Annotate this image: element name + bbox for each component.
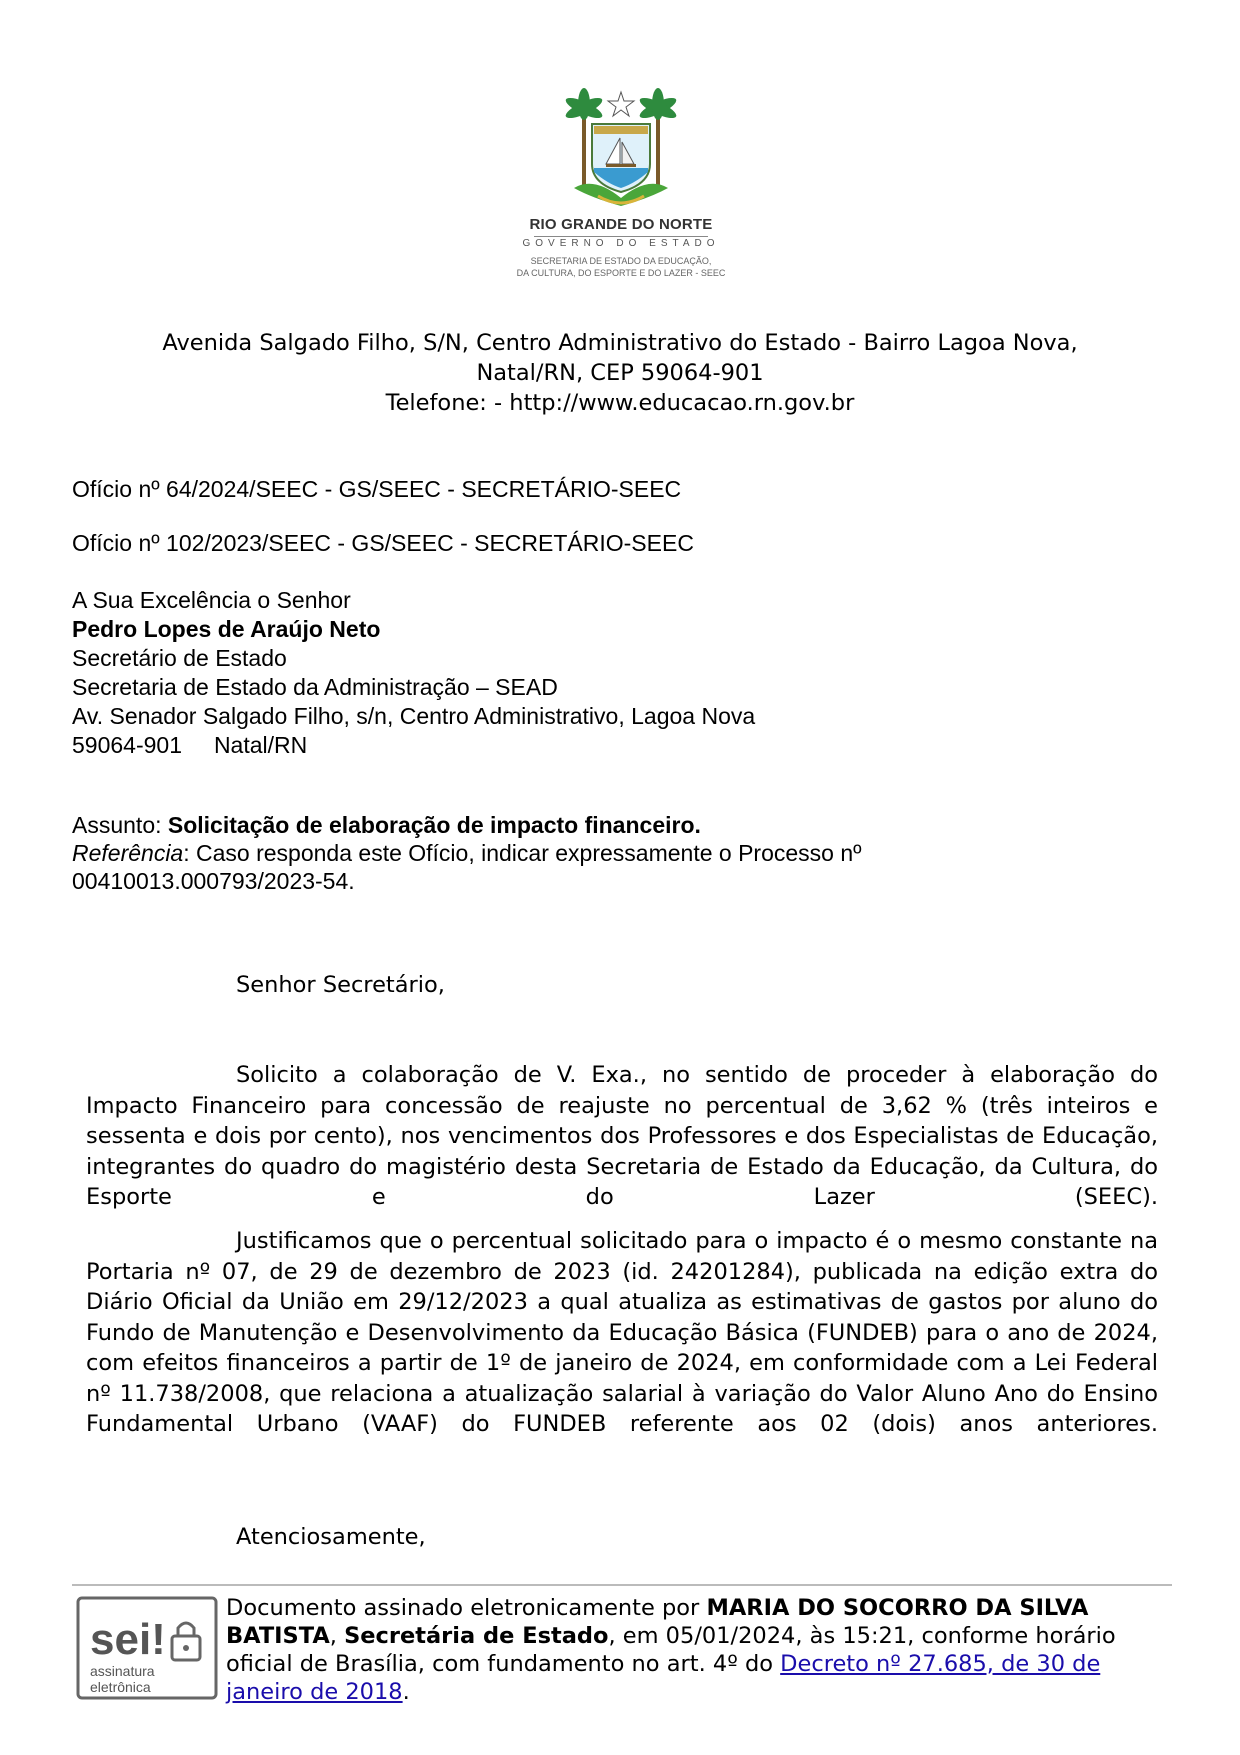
signature-middle: , em 05/01/2024, às 15:21, conforme horário oficial de Brasília, com fundamento no art. 4º do — [226, 1623, 1116, 1677]
state-name: RIO GRANDE DO NORTE — [529, 216, 713, 233]
signature-separator: , — [329, 1623, 345, 1649]
recipient-name: Pedro Lopes de Araújo Neto — [72, 616, 381, 642]
oficio-number-1: Ofício nº 64/2024/SEEC - GS/SEEC - SECRETÁRIO-SEEC — [72, 476, 682, 502]
recipient-address: Av. Senador Salgado Filho, s/n, Centro Administrativo, Lagoa Nova — [72, 703, 756, 729]
oficio-number-2: Ofício nº 102/2023/SEEC - GS/SEEC - SECRETÁRIO-SEEC — [72, 530, 694, 556]
signer-role: Secretária de Estado — [344, 1623, 609, 1649]
state-coat-of-arms — [496, 88, 746, 288]
recipient-title: Secretário de Estado — [72, 645, 287, 671]
address-line-3: Telefone: - http://www.educacao.rn.gov.br — [385, 390, 855, 416]
signature-end: . — [402, 1679, 410, 1705]
coat-of-arms-icon — [554, 88, 688, 212]
greeting: Senhor Secretário, — [236, 972, 445, 998]
signature-divider — [72, 1584, 1172, 1586]
reference-line — [72, 840, 862, 867]
reference-text: : Caso responda este Ofício, indicar expressamente o Processo nº — [183, 840, 862, 866]
signer-name: MARIA DO SOCORRO DA SILVA BATISTA — [226, 1595, 1089, 1649]
reference-label: Referência — [72, 840, 184, 866]
decree-link[interactable]: Decreto nº 27.685, de 30 de janeiro de 2018 — [226, 1651, 1101, 1705]
seal-line-2: eletrônica — [90, 1679, 151, 1695]
institution-address — [60, 328, 1180, 418]
process-number: 00410013.000793/2023-54. — [72, 868, 355, 894]
seal-line-1: assinatura — [90, 1663, 155, 1679]
seal-brand: sei! — [90, 1615, 166, 1664]
electronic-signature-text — [226, 1594, 1166, 1706]
recipient-organization: Secretaria de Estado da Administração – SEAD — [72, 674, 558, 700]
address-line-2: Natal/RN, CEP 59064-901 — [476, 360, 764, 386]
subject-label: Assunto: — [72, 812, 168, 838]
department-line-1: SECRETARIA DE ESTADO DA EDUCAÇÃO, — [530, 256, 712, 266]
recipient-salutation: A Sua Excelência o Senhor — [72, 587, 351, 613]
department-line-2: DA CULTURA, DO ESPORTE E DO LAZER - SEEC — [516, 268, 726, 278]
logo-divider — [534, 236, 708, 237]
government-label: GOVERNO DO ESTADO — [522, 238, 720, 249]
recipient-cep-city: 59064-901 Natal/RN — [72, 732, 308, 758]
recipient-block — [72, 586, 755, 760]
subject-line — [72, 812, 701, 839]
sei-signature-seal — [76, 1596, 218, 1700]
body-paragraph-1: Solicito a colaboração de V. Exa., no sentido de proceder à elaboração do Impacto Financeiro para concessão de reajuste no percentual de 3,62 % (três inteiros e sessenta e dois por cento), nos vencimentos dos Professores e dos Especialistas de Educação, integrantes do quadro do magistério desta Secretaria de Estado da Educação, da Cultura, do Esporte e do Lazer (SEEC). — [86, 1062, 1158, 1210]
body-paragraph-2: Justificamos que o percentual solicitado para o impacto é o mesmo constante na Portaria nº 07, de 29 de dezembro de 2023 (id. 24201284), publicada na edição extra do Diário Oficial da União em 29/12/2023 a qual atualiza as estimativas de gastos por aluno do Fundo de Manutenção e Desenvolvimento da Educação Básica (FUNDEB) para o ano de 2024, com efeitos financeiros a partir de 1º de janeiro de 2024, em conformidade com a Lei Federal nº 11.738/2008, que relaciona a atualização salarial à variação do Valor Aluno Ano do Ensino Fundamental Urbano (VAAF) do FUNDEB referente aos 02 (dois) anos anteriores. — [86, 1228, 1158, 1437]
closing: Atenciosamente, — [236, 1524, 426, 1550]
subject-text: Solicitação de elaboração de impacto financeiro. — [167, 812, 701, 838]
sei-seal-icon — [76, 1596, 218, 1700]
signature-prefix: Documento assinado eletronicamente por — [226, 1595, 707, 1621]
address-line-1: Avenida Salgado Filho, S/N, Centro Administrativo do Estado - Bairro Lagoa Nova, — [162, 330, 1078, 356]
